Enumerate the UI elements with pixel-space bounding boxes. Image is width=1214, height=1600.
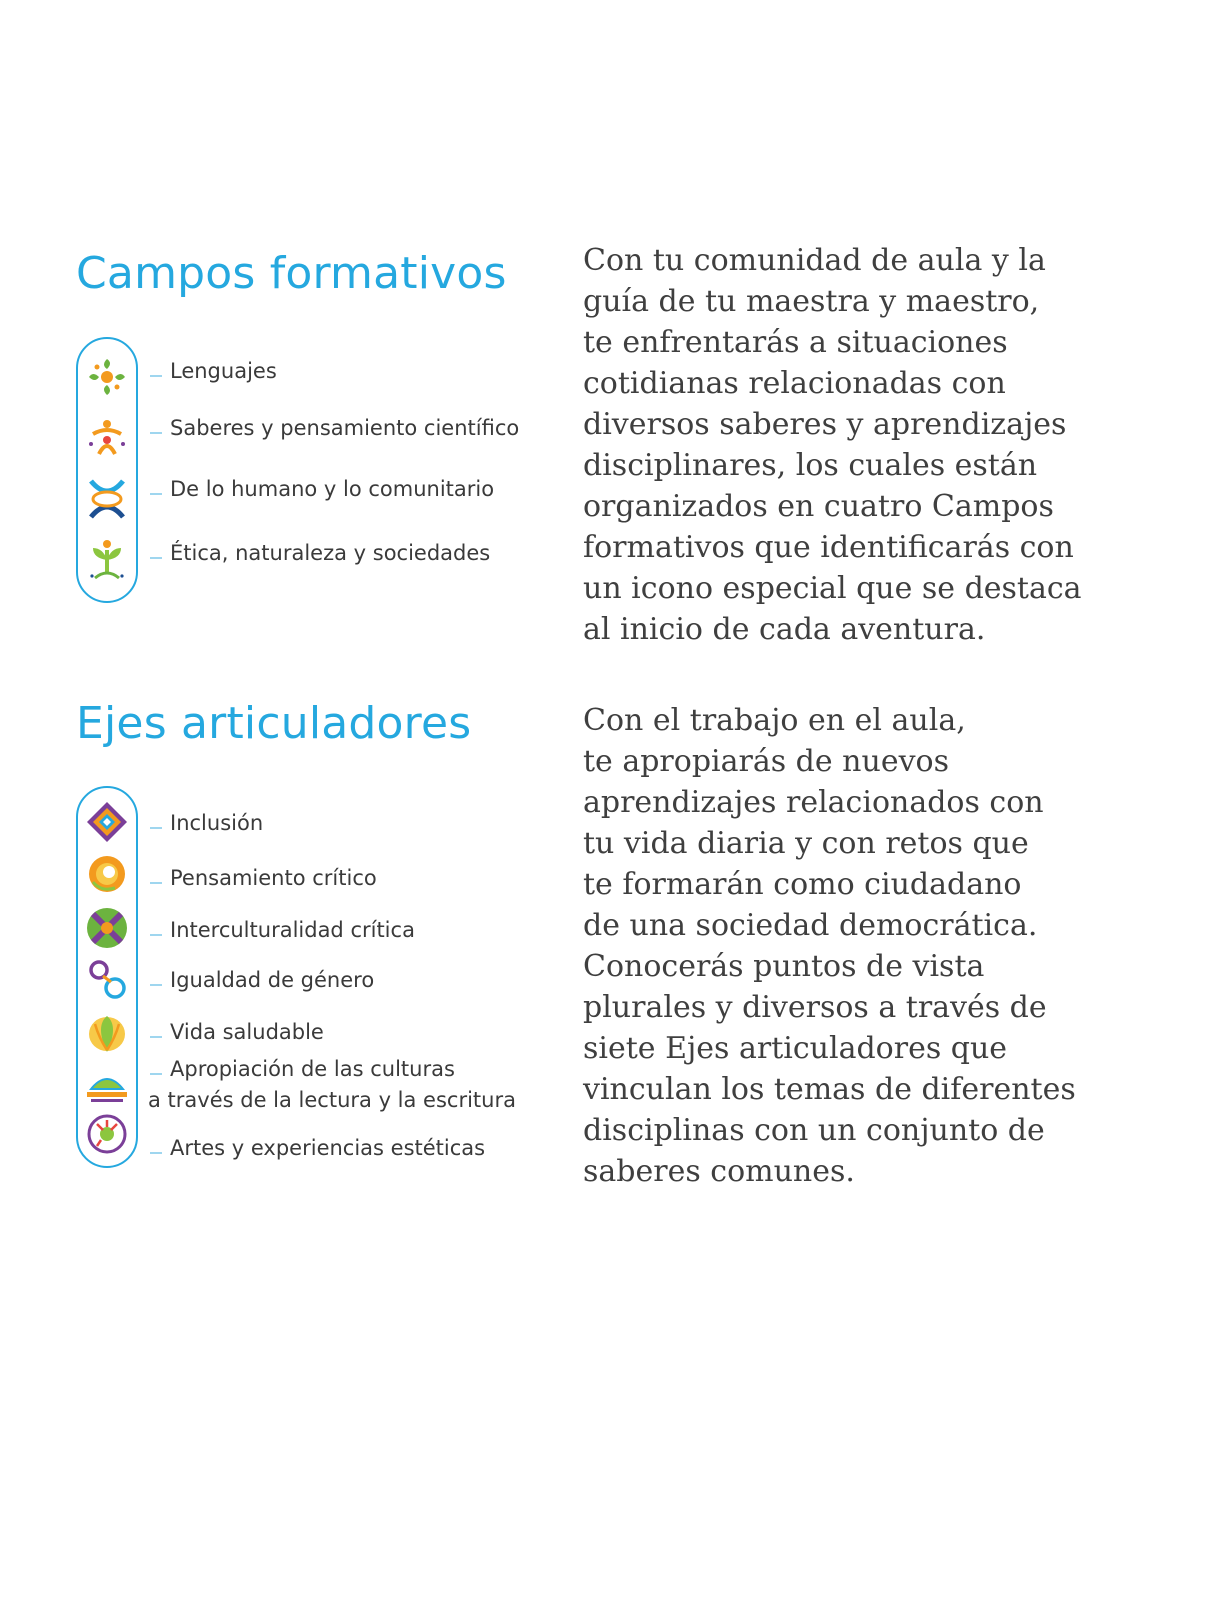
saberes-icon (83, 414, 131, 462)
paragraph-line: disciplinas con un conjunto de (583, 1113, 1045, 1148)
paragraph-line: Con tu comunidad de aula y la (583, 243, 1046, 278)
campo-item-etica (150, 538, 490, 569)
ejes-icons-pill (76, 786, 138, 1168)
eje-item-apropiacion-culturas (150, 1054, 516, 1116)
paragraph-line: tu vida diaria y con retos que (583, 826, 1029, 861)
eje-label-line2: a través de la lectura y la escritura (148, 1088, 516, 1112)
campo-label: Lenguajes (170, 359, 277, 383)
campos-paragraph (583, 240, 1183, 650)
artes-icon (83, 1110, 131, 1158)
paragraph-line: Con el trabajo en el aula, (583, 703, 966, 738)
eje-label: Inclusión (170, 811, 264, 835)
apropiacion-culturas-icon (83, 1062, 131, 1110)
ejes-articuladores-title: Ejes articuladores (76, 698, 472, 749)
eje-label: Pensamiento crítico (170, 866, 377, 890)
eje-item-igualdad-genero (150, 965, 374, 996)
eje-item-pensamiento-critico (150, 863, 377, 894)
eje-label: Interculturalidad crítica (170, 918, 415, 942)
campos-formativos-title: Campos formativos (76, 248, 507, 299)
eje-label: Vida saludable (170, 1020, 324, 1044)
campo-item-lenguajes (150, 356, 277, 387)
paragraph-line: plurales y diversos a través de (583, 990, 1047, 1025)
etica-naturaleza-icon (83, 536, 131, 584)
paragraph-line: siete Ejes articuladores que (583, 1031, 1008, 1066)
interculturalidad-icon (83, 904, 131, 952)
eje-item-interculturalidad (150, 915, 415, 946)
campo-label: Saberes y pensamiento científico (170, 416, 520, 440)
ejes-paragraph (583, 700, 1183, 1192)
paragraph-line: guía de tu maestra y maestro, (583, 284, 1040, 319)
paragraph-line: te apropiarás de nuevos (583, 744, 949, 779)
paragraph-line: Conocerás puntos de vista (583, 949, 985, 984)
campo-label: De lo humano y lo comunitario (170, 477, 495, 501)
campo-label: Ética, naturaleza y sociedades (170, 541, 491, 565)
lenguajes-icon (83, 353, 131, 401)
paragraph-line: un icono especial que se destaca (583, 571, 1082, 606)
vida-saludable-icon (83, 1008, 131, 1056)
pensamiento-critico-icon (83, 850, 131, 898)
paragraph-line: disciplinares, los cuales están (583, 448, 1038, 483)
paragraph-line: te formarán como ciudadano (583, 867, 1022, 902)
campo-item-saberes (150, 413, 519, 444)
campo-item-humano (150, 474, 494, 505)
paragraph-line: de una sociedad democrática. (583, 908, 1038, 943)
paragraph-line: saberes comunes. (583, 1154, 855, 1189)
eje-item-vida-saludable (150, 1017, 324, 1048)
eje-item-artes (150, 1133, 485, 1164)
eje-label: Apropiación de las culturas (170, 1057, 455, 1081)
paragraph-line: aprendizajes relacionados con (583, 785, 1044, 820)
campos-icons-pill (76, 337, 138, 603)
paragraph-line: diversos saberes y aprendizajes (583, 407, 1067, 442)
paragraph-line: cotidianas relacionadas con (583, 366, 1006, 401)
paragraph-line: al inicio de cada aventura. (583, 612, 986, 647)
paragraph-line: te enfrentarás a situaciones (583, 325, 1008, 360)
eje-label: Artes y experiencias estéticas (170, 1136, 486, 1160)
humano-comunitario-icon (83, 475, 131, 523)
igualdad-genero-icon (83, 956, 131, 1004)
eje-label: Igualdad de género (170, 968, 375, 992)
inclusion-icon (83, 798, 131, 846)
eje-item-inclusion (150, 808, 263, 839)
paragraph-line: formativos que identificarás con (583, 530, 1074, 565)
paragraph-line: organizados en cuatro Campos (583, 489, 1054, 524)
paragraph-line: vinculan los temas de diferentes (583, 1072, 1076, 1107)
